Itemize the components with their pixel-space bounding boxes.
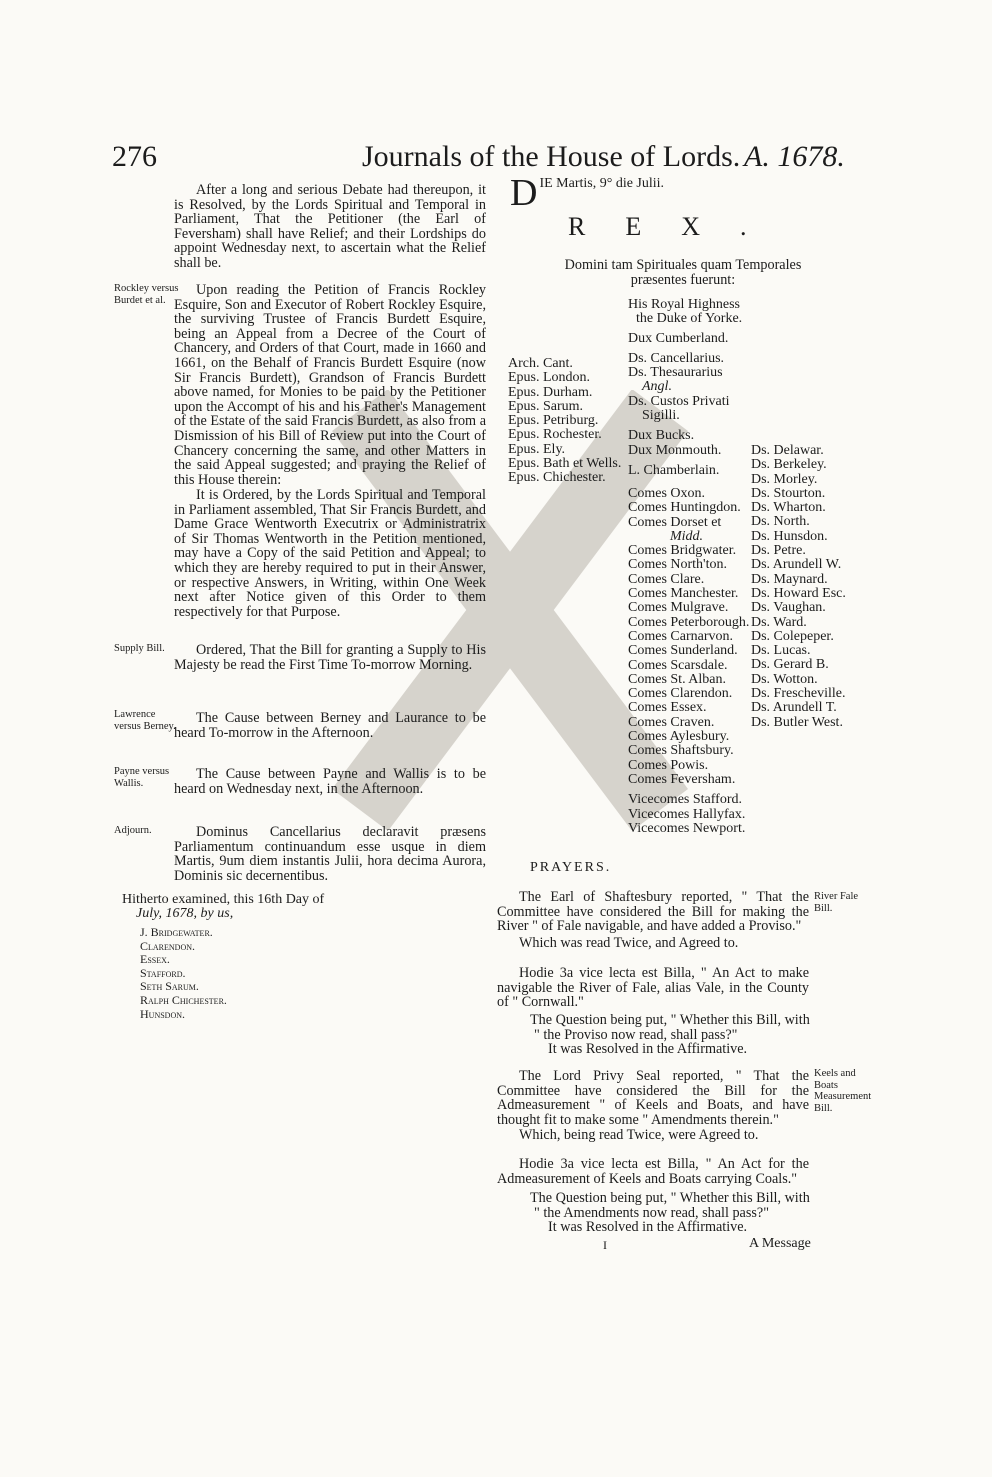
lord-entry: Ds. Stourton. [751,485,826,501]
lord-entry: Vicecomes Stafford. [628,792,742,808]
question-keels [530,1191,820,1235]
signer: Stafford. [140,965,186,980]
lord-entry: Comes Bridgwater. [628,543,737,559]
question-line-3: It was Resolved in the Affirmative. [548,1219,748,1236]
third-reading-fale: Hodie 3a vice lecta est Billa, " An Act to make navigable the River of Fale, alias Vale, in the County of " Cornwall." [497,965,809,1011]
lord-entry: Comes Powis. [628,757,709,773]
barons-column [751,444,846,730]
question-line-1: The Question being put, " Whether this Bill, with [530,1190,810,1206]
lord-entry: Dux Bucks. [628,428,695,444]
lord-entry: Comes St. Alban. [628,671,727,687]
page-title: Journals of the House of Lords. [362,140,741,173]
lord-entry: Epus. Petriburg. [508,413,599,429]
lord-entry: Comes Clare. [628,571,705,587]
lord-entry: Comes Mulgrave. [628,600,729,616]
signers-list [140,926,227,1021]
lord-entry: Ds. Vaughan. [751,600,826,616]
lord-entry: Epus. Bath et Wells. [508,456,622,472]
lord-entry: Epus. Sarum. [508,398,584,414]
lord-entry: Comes Huntingdon. [628,500,741,516]
margin-note-payne: Payne versus Wallis. [114,766,170,789]
lord-entry: Sigilli. [642,408,680,424]
report-keels-boats: The Lord Privy Seal reported, " That the Committee have considered the Bill for the Admeasurement " of Keels and Boats, and have thought fit to make some " Amendments therein." [497,1068,809,1128]
lord-entry: Ds. Butler West. [751,714,843,730]
rex-heading: REX. [568,212,787,241]
lord-entry: Ds. Maynard. [751,571,828,587]
signature-mark: I [603,1238,607,1252]
lord-entry: Comes Carnarvon. [628,628,733,644]
lord-entry: Comes Aylesbury. [628,729,730,745]
lord-entry: Ds. Arundell T. [751,700,837,716]
examined-line-2: July, 1678, by us, [136,906,234,922]
paragraph-feversham: After a long and serious Debate had thereupon, it is Resolved, by the Lords Spiritual and Temporal in Parliament, That the Petitioner (the Earl of Feversham) shall have Relief; and their Lordships do appoint Wednesday next, to ascertain what the Relief shall be. [174,182,486,271]
lord-entry: Ds. Custos Privati [628,393,730,409]
bishops-column [508,357,621,486]
lord-entry: Ds. Gerard B. [751,657,829,673]
catchword: A Message [749,1236,811,1251]
lord-entry: Vicecomes Hallyfax. [628,806,746,822]
lord-entry: Dux Monmouth. [628,442,722,458]
lord-entry: Comes Essex. [628,700,707,716]
examined-line-1: Hitherto examined, this 16th Day of [122,892,325,907]
lord-entry: the Duke of Yorke. [636,311,743,327]
question-fale [530,1013,820,1057]
question-line-2: " the Proviso now read, shall pass?" [534,1026,738,1043]
lord-entry: Ds. Cancellarius. [628,350,725,366]
lord-entry: Angl. [642,379,672,395]
lord-entry: Ds. Ward. [751,614,807,630]
margin-note-lawrence: Lawrence versus Berney. [114,709,176,732]
lord-entry: Comes Craven. [628,714,715,730]
report-river-fale: The Earl of Shaftesbury reported, " That the Committee have considered the Bill for making the River " of Fale navigable, and have added a Proviso." [497,889,809,935]
lord-entry: Vicecomes Newport. [628,820,746,836]
lord-entry: Ds. Lucas. [751,643,811,659]
margin-note-adjourn: Adjourn. [114,825,152,836]
signer: Essex. [140,952,170,967]
lord-entry: Dux Cumberland. [628,330,729,346]
question-line-2: " the Amendments now read, shall pass?" [534,1204,769,1221]
officers-column [628,298,742,478]
read-twice-agreed-2: Which, being read Twice, were Agreed to. [519,1127,759,1143]
lord-entry: Ds. Delawar. [751,443,824,458]
lord-entry: L. Chamberlain. [628,462,720,478]
session-date-text: IE Martis, 9° die Julii. [539,176,665,191]
question-line-3: It was Resolved in the Affirmative. [548,1041,748,1058]
lord-entry: Ds. Frescheville. [751,686,846,702]
lord-entry: Ds. Petre. [751,543,806,559]
third-reading-keels: Hodie 3a vice lecta est Billa, " An Act for the Admeasurement of Keels and Boats carrying Coals." [497,1156,809,1187]
lord-entry: Ds. Hunsdon. [751,528,828,544]
lord-entry: Ds. Berkeley. [751,457,827,473]
lord-entry: Comes Oxon. [628,486,705,501]
margin-note-supply: Supply Bill. [114,643,165,654]
earls-column [628,487,749,836]
lord-entry: Midd. [670,528,704,544]
prayers-heading: PRAYERS. [530,860,612,875]
lord-entry: Ds. Morley. [751,471,818,487]
margin-note-rockley: Rockley versus Burdet et al. [114,283,179,306]
lord-entry: Comes North'ton. [628,557,727,573]
present-heading: Domini tam Spirituales quam Temporales præsentes fuerunt: [564,257,802,288]
paragraph-adjournment: Dominus Cancellarius declaravit præsens Parliamentum continuandum esse usque in diem Martis, 9um diem instantis Julii, hora decima Aurora, Dominis sic decernentibus. [174,824,486,884]
lord-entry: Ds. Wotton. [751,671,818,687]
lord-entry: Epus. Durham. [508,384,593,400]
examined-note [122,893,382,922]
paragraph-payne-cause: The Cause between Payne and Wallis is to be heard on Wednesday next, in the Afternoon. [174,766,486,797]
lord-entry: Ds. Wharton. [751,500,826,516]
question-line-1: The Question being put, " Whether this Bill, with [530,1012,810,1028]
lord-entry: Epus. London. [508,370,591,386]
lord-entry: Epus. Ely. [508,441,566,457]
lord-entry: His Royal Highness [628,297,740,312]
lord-entry: Epus. Chichester. [508,470,606,486]
signer: Seth Sarum. [140,979,199,994]
drop-cap: D [510,172,538,214]
lord-entry: Comes Sunderland. [628,643,738,659]
paragraph-rockley-petition: Upon reading the Petition of Francis Rockley Esquire, Son and Executor of Robert Rockley Esquire, the surviving Trustee of Francis Burdett Esquire, being an Appeal from a Decree of the Court of Chancery, and Orders of that Court, made in 1660 and 1661, on the Behalf of Francis Burdett Esquire (now Sir Francis Burdett), Grandson of Francis Burdett above named, for Monies to be paid by the Petitioner upon the Accompt of his and his Father's Management of the Estate of the said Francis Burdett, as also from a Dismission of his Bill of Review put into the Court of Chancery concerning the same, and other Matters in the said Appeal suggested; and praying the Relief of this House therein: [174,282,486,488]
lord-entry: Ds. Thesaurarius [628,365,723,381]
lord-entry: Arch. Cant. [508,356,573,371]
signer: Hunsdon. [140,1006,186,1021]
signer: Ralph Chichester. [140,992,227,1007]
lord-entry: Ds. Arundell W. [751,557,842,573]
lord-entry: Comes Scarsdale. [628,657,728,673]
lord-entry: Comes Shaftsbury. [628,743,734,759]
lord-entry: Comes Clarendon. [628,686,733,702]
signer: J. Bridgewater. [140,925,213,939]
read-twice-agreed: Which was read Twice, and Agreed to. [519,935,739,951]
lord-entry: Comes Dorset et [628,514,722,530]
lord-entry: Comes Manchester. [628,586,739,602]
paragraph-supply-bill: Ordered, That the Bill for granting a Supply to His Majesty be read the First Time To-morrow Morning. [174,642,486,673]
lord-entry: Epus. Rochester. [508,427,602,443]
lord-entry: Ds. Howard Esc. [751,585,846,601]
margin-note-keels: Keels and Boats Measurement Bill. [814,1068,872,1114]
page-number: 276 [112,140,157,173]
lord-entry: Ds. North. [751,514,810,530]
lord-entry: Ds. Colepeper. [751,628,834,644]
paragraph-berney-cause: The Cause between Berney and Laurance to be heard To-morrow in the Afternoon. [174,710,486,741]
signer: Clarendon. [140,938,195,953]
session-date [510,172,840,214]
page-year: A. 1678. [744,140,845,173]
lord-entry: Comes Feversham. [628,771,736,787]
margin-note-river-fale: River Fale Bill. [814,891,859,914]
lord-entry: Comes Peterborough. [628,614,750,630]
paragraph-order-burdett: It is Ordered, by the Lords Spiritual and Temporal in Parliament assembled, That Sir Francis Burdett, and Dame Grace Wentworth Executrix or Administratrix of Sir Thomas Wentworth in the Petition mentioned, may have a Copy of the said Petition and Appeal; to which they are hereby required to put in their Answer, or respective Answers, in Writing, within One Week next after Notice given of this Order to them respectively for that Purpose. [174,487,486,620]
